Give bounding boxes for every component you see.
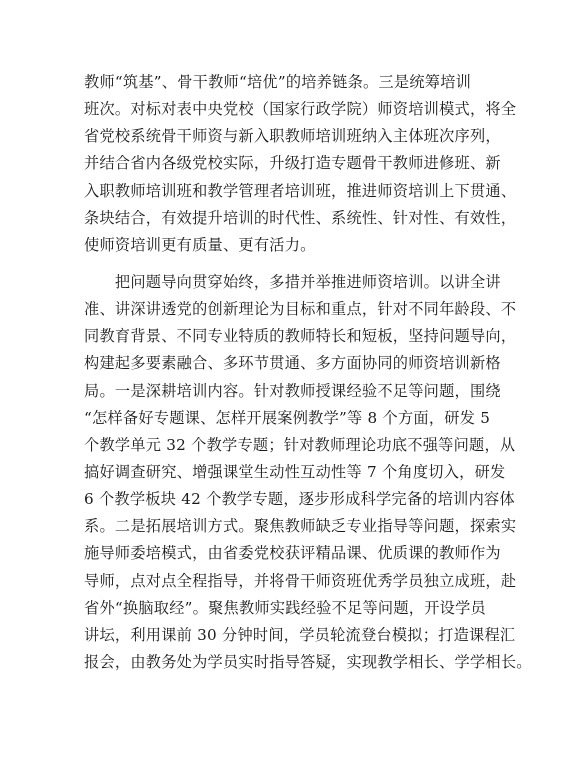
text-line: 系。二是拓展培训方式。聚焦教师缺乏专业指导等问题，探索实 xyxy=(84,517,517,536)
text-line: 导师，点对点全程指导，并将骨干师资班优秀学员独立成班，赴 xyxy=(84,571,517,590)
text-line: 条块结合，有效提升培训的时代性、系统性、针对性、有效性， xyxy=(84,208,517,227)
paragraph-gap xyxy=(84,259,512,269)
text-line: 讲坛，利用课前 30 分钟时间，学员轮流登台模拟；打造课程汇 xyxy=(84,625,516,644)
text-line: 报会，由教务处为学员实时指导答疑，实现教学相长、学学相长。 xyxy=(84,652,532,671)
text-line: 构建起多要素融合、多环节贯通、多方面协同的师资培训新格 xyxy=(84,354,501,373)
text-line: 局。一是深耕培训内容。针对教师授课经验不足等问题，围绕 xyxy=(84,381,501,400)
paragraph xyxy=(84,69,517,259)
text-line: 教师“筑基”、骨干教师“培优”的培养链条。三是统筹培训 xyxy=(84,73,472,91)
paragraph xyxy=(84,269,532,676)
document-body xyxy=(84,69,532,676)
text-line: 施导师委培模式，由省委党校获评精品课、优质课的教师作为 xyxy=(84,544,501,563)
text-line: 把问题导向贯穿始终，多措并举推进师资培训。以讲全讲 xyxy=(84,272,501,291)
text-line: “怎样备好专题课、怎样开展案例教学”等 8 个方面，研发 5 xyxy=(84,408,491,427)
text-line: 准、讲深讲透党的创新理论为目标和重点，针对不同年龄段、不 xyxy=(84,300,517,319)
text-line: 入职教师培训班和教学管理者培训班，推进师资培训上下贯通、 xyxy=(84,181,517,200)
text-line: 并结合省内各级党校实际，升级打造专题骨干教师进修班、新 xyxy=(84,154,501,173)
text-line: 搞好调查研究、增强课堂生动性互动性等 7 个角度切入，研发 xyxy=(84,462,506,481)
text-line: 使师资培训更有质量、更有活力。 xyxy=(84,235,316,254)
text-line: 同教育背景、不同专业特质的教师特长和短板，坚持问题导向， xyxy=(84,327,517,346)
text-line: 6 个教学板块 42 个教学专题，逐步形成科学完备的培训内容体 xyxy=(84,490,515,509)
text-line: 班次。对标对表中央党校（国家行政学院）师资培训模式，将全 xyxy=(84,100,517,119)
text-line: 个教学单元 32 个教学专题；针对教师理论功底不强等问题，从 xyxy=(84,435,516,454)
text-line: 省党校系统骨干师资与新入职教师培训班纳入主体班次序列， xyxy=(84,127,501,146)
text-line: 省外“换脑取经”。聚焦教师实践经验不足等问题，开设学员 xyxy=(84,598,486,617)
